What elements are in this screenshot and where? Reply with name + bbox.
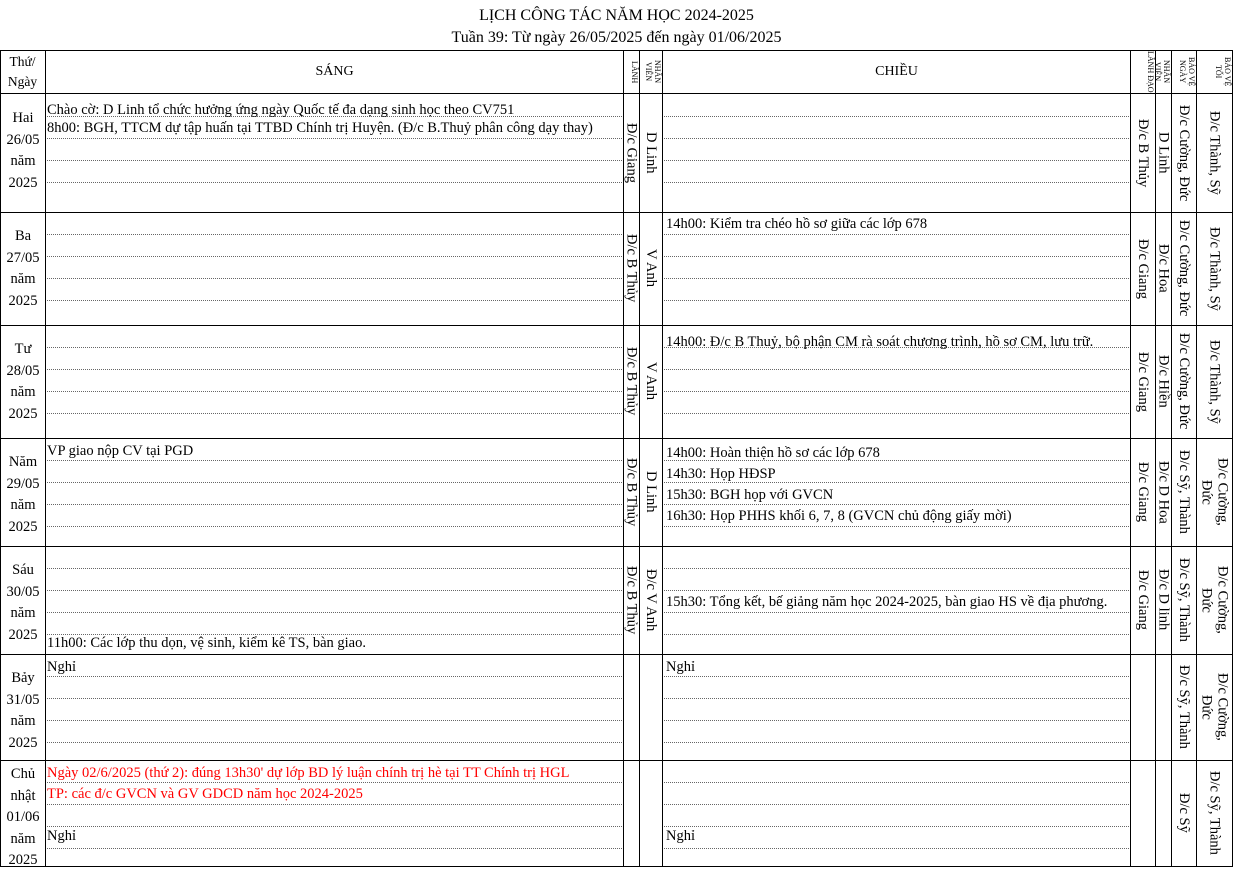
afternoon-guide-line [664, 634, 1129, 635]
day-cell [0, 654, 46, 760]
row-border [0, 866, 1233, 867]
day-year-label: năm [10, 497, 36, 513]
header-morning-staff: NHÂN VIÊN [644, 60, 662, 84]
morning-guide-line [47, 720, 622, 721]
morning-guide-line [47, 590, 622, 591]
morning-guide-line [47, 182, 622, 183]
day-date: 27/05 [6, 249, 40, 266]
morning-guide-line [47, 698, 622, 699]
day-year-label: năm [10, 605, 36, 621]
afternoon-guide-line [664, 720, 1129, 721]
morning-staff: V Anh [643, 249, 659, 288]
afternoon-guide-line [664, 413, 1129, 414]
day-date: 31/05 [6, 691, 40, 708]
page-subtitle: Tuần 39: Từ ngày 26/05/2025 đến ngày 01/06/2025 [451, 29, 782, 46]
row-border [0, 760, 1233, 761]
afternoon-guide-line [664, 182, 1129, 183]
day-cell [0, 760, 46, 866]
morning-guide-line [47, 160, 622, 161]
morning-guide-line [47, 391, 622, 392]
afternoon-guide-line [664, 804, 1129, 805]
header-guard-night: BẢO VỆ TỐI [1214, 57, 1232, 87]
day-date: 28/05 [6, 362, 40, 379]
afternoon-entry: 14h00: Kiểm tra chéo hồ sơ giữa các lớp 678 [666, 216, 928, 232]
page-title: LỊCH CÔNG TÁC NĂM HỌC 2024-2025 [479, 7, 754, 24]
morning-guide-line [47, 413, 622, 414]
afternoon-guide-line [664, 526, 1129, 527]
afternoon-entry: 15h30: Tổng kết, bế giảng năm học 2024-2025, bàn giao HS về địa phương. [666, 594, 1108, 610]
morning-guide-line [47, 826, 622, 827]
morning-guide-line [47, 278, 622, 279]
morning-guide-line [47, 138, 622, 139]
day-date: 01/06 [6, 809, 40, 825]
guard-night: Đ/c Cường, Đức [1198, 566, 1231, 634]
morning-guide-line [47, 676, 622, 677]
header-afternoon-staff: NHÂN VIÊN [1153, 60, 1171, 84]
morning-guide-line [47, 848, 622, 849]
morning-guide-line [47, 482, 622, 483]
morning-guide-line [47, 300, 622, 301]
day-name: Bảy [11, 670, 35, 686]
afternoon-guide-line [664, 116, 1129, 117]
day-year-label: năm [10, 830, 36, 847]
morning-entry: 11h00: Các lớp thu dọn, vệ sinh, kiểm kê TS, bàn giao. [47, 635, 366, 651]
day-name: Sáu [12, 562, 34, 578]
header-morning: SÁNG [315, 64, 354, 79]
afternoon-guide-line [664, 504, 1129, 505]
guard-night: Đ/c Thành, Sỹ [1206, 339, 1223, 424]
guard-day: Đ/c Sỹ [1176, 793, 1192, 833]
day-name: Tư [14, 341, 32, 357]
morning-guide-line [47, 256, 622, 257]
morning-staff: D Linh [643, 132, 659, 174]
day-year: 2025 [8, 405, 38, 422]
morning-leader: Đ/c B Thủy [623, 234, 640, 303]
day-year: 2025 [8, 734, 38, 751]
morning-entry: 8h00: BGH, TTCM dự tập huấn tại TTBD Chính trị Huyện. (Đ/c B.Thuỷ phân công dạy thay) [47, 120, 593, 136]
morning-guide-line [47, 742, 622, 743]
morning-entry: Chào cờ: D Linh tổ chức hưởng ứng ngày Quốc tế đa dạng sinh học theo CV751 [47, 102, 515, 118]
morning-entry: Nghỉ [47, 659, 76, 675]
day-date: 30/05 [6, 583, 40, 600]
day-cell [0, 438, 46, 546]
day-cell [0, 94, 46, 212]
morning-guide-line [47, 347, 622, 348]
afternoon-guide-line [664, 138, 1129, 139]
header-bottom-border [0, 93, 1233, 94]
morning-guide-line [47, 612, 622, 613]
afternoon-guide-line [664, 234, 1129, 235]
table-top-border [0, 50, 1233, 51]
header-afternoon-leader: LÃNH ĐẠO [1146, 51, 1155, 93]
afternoon-entry: 14h30: Họp HĐSP [666, 466, 776, 482]
row-border [0, 212, 1233, 213]
afternoon-leader: Đ/c Giang [1135, 238, 1151, 299]
guard-day: Đ/c Cường, Đức [1176, 220, 1192, 317]
afternoon-leader: Đ/c B Thủy [1135, 118, 1151, 188]
column-border [662, 50, 663, 866]
day-name: Ba [14, 228, 32, 244]
day-cell [0, 212, 46, 325]
morning-entry: Ngày 02/6/2025 (thứ 2): đúng 13h30' dự lớp BD lý luận chính trị hè tại TT Chính trị HGL [47, 765, 570, 781]
day-year-label: năm [10, 384, 36, 400]
header-guard-day: BẢO VỆ NGÀY [1178, 57, 1196, 87]
guard-night: Đ/c Cường, Đức [1198, 458, 1231, 526]
afternoon-staff: D Linh [1155, 132, 1172, 174]
afternoon-staff: Đ/c Hiền [1155, 355, 1172, 408]
row-border [0, 654, 1233, 655]
afternoon-staff: Đ/c D linh [1155, 569, 1172, 631]
afternoon-entry: 14h00: Đ/c B Thuỷ, bộ phận CM rà soát chương trình, hồ sơ CM, lưu trữ. [666, 334, 1094, 350]
afternoon-entry: Nghỉ [666, 659, 695, 675]
afternoon-entry: 16h30: Họp PHHS khối 6, 7, 8 (GVCN chủ động giấy mời) [666, 508, 1012, 524]
afternoon-staff: Đ/c Hoa [1155, 244, 1172, 293]
day-year-label: năm [10, 271, 36, 287]
guard-day: Đ/c Sỹ, Thành [1176, 665, 1192, 749]
morning-leader: Đ/c B Thủy [623, 457, 640, 527]
morning-staff: D Linh [643, 471, 659, 513]
day-cell [0, 546, 46, 654]
morning-entry: Nghỉ [47, 828, 76, 844]
afternoon-staff: Đ/c D Hoa [1155, 460, 1172, 524]
header-afternoon: CHIỀU [875, 64, 918, 79]
guard-night: Đ/c Thành, Sỹ [1206, 111, 1223, 195]
day-year: 2025 [8, 852, 38, 868]
morning-guide-line [47, 782, 622, 783]
morning-staff: V Anh [643, 362, 659, 401]
morning-guide-line [47, 234, 622, 235]
guard-night: Đ/c Sỹ, Thành [1206, 771, 1223, 855]
afternoon-guide-line [664, 300, 1129, 301]
header-morning-leader: LÃNH [630, 60, 639, 84]
afternoon-entry: 14h00: Hoàn thiện hồ sơ các lớp 678 [666, 445, 880, 461]
day-name: Hai [12, 110, 34, 126]
guard-day: Đ/c Sỹ, Thành [1176, 450, 1192, 534]
day-year: 2025 [8, 626, 38, 643]
afternoon-guide-line [664, 826, 1129, 827]
row-border [0, 325, 1233, 326]
day-cell [0, 325, 46, 438]
afternoon-guide-line [664, 256, 1129, 257]
afternoon-leader: Đ/c Giang [1135, 351, 1151, 412]
day-year: 2025 [8, 174, 38, 191]
morning-guide-line [47, 568, 622, 569]
afternoon-guide-line [664, 782, 1129, 783]
afternoon-leader: Đ/c Giang [1135, 462, 1151, 522]
afternoon-entry: Nghỉ [666, 828, 695, 844]
day-year-label: năm [10, 153, 36, 169]
afternoon-guide-line [664, 848, 1129, 849]
morning-entry: TP: các đ/c GVCN và GV GDCD năm học 2024-2025 [47, 786, 363, 802]
guard-night: Đ/c Cường, Đức [1198, 673, 1231, 741]
morning-leader: Đ/c Giang [623, 123, 640, 183]
header-day: Thứ/ Ngày [7, 54, 38, 89]
afternoon-guide-line [664, 568, 1129, 569]
morning-leader: Đ/c B Thủy [623, 565, 640, 635]
afternoon-guide-line [664, 676, 1129, 677]
afternoon-leader: Đ/c Giang [1135, 570, 1151, 630]
guard-day: Đ/c Cường, Đức [1176, 333, 1192, 430]
afternoon-guide-line [664, 742, 1129, 743]
morning-staff: Đ/c V Anh [643, 568, 659, 632]
afternoon-guide-line [664, 391, 1129, 392]
afternoon-guide-line [664, 278, 1129, 279]
afternoon-guide-line [664, 698, 1129, 699]
row-border [0, 546, 1233, 547]
guard-night: Đ/c Thành, Sỹ [1206, 226, 1223, 311]
afternoon-guide-line [664, 590, 1129, 591]
guard-day: Đ/c Cường, Đức [1176, 104, 1192, 202]
morning-guide-line [47, 369, 622, 370]
day-name: Năm [8, 454, 38, 470]
afternoon-guide-line [664, 369, 1129, 370]
afternoon-guide-line [664, 612, 1129, 613]
morning-guide-line [47, 804, 622, 805]
day-date: 26/05 [6, 131, 40, 148]
morning-guide-line [47, 504, 622, 505]
guard-day: Đ/c Sỹ, Thành [1176, 558, 1192, 642]
morning-guide-line [47, 526, 622, 527]
afternoon-entry: 15h30: BGH họp với GVCN [666, 487, 834, 503]
morning-guide-line [47, 460, 622, 461]
day-year-label: năm [10, 713, 36, 729]
morning-leader: Đ/c B Thủy [623, 347, 640, 416]
afternoon-guide-line [664, 160, 1129, 161]
day-date: 29/05 [6, 475, 40, 492]
morning-entry: VP giao nộp CV tại PGD [47, 443, 194, 459]
row-border [0, 438, 1233, 439]
day-year: 2025 [8, 518, 38, 535]
day-name: Chủ nhật [10, 766, 36, 804]
day-year: 2025 [8, 292, 38, 309]
